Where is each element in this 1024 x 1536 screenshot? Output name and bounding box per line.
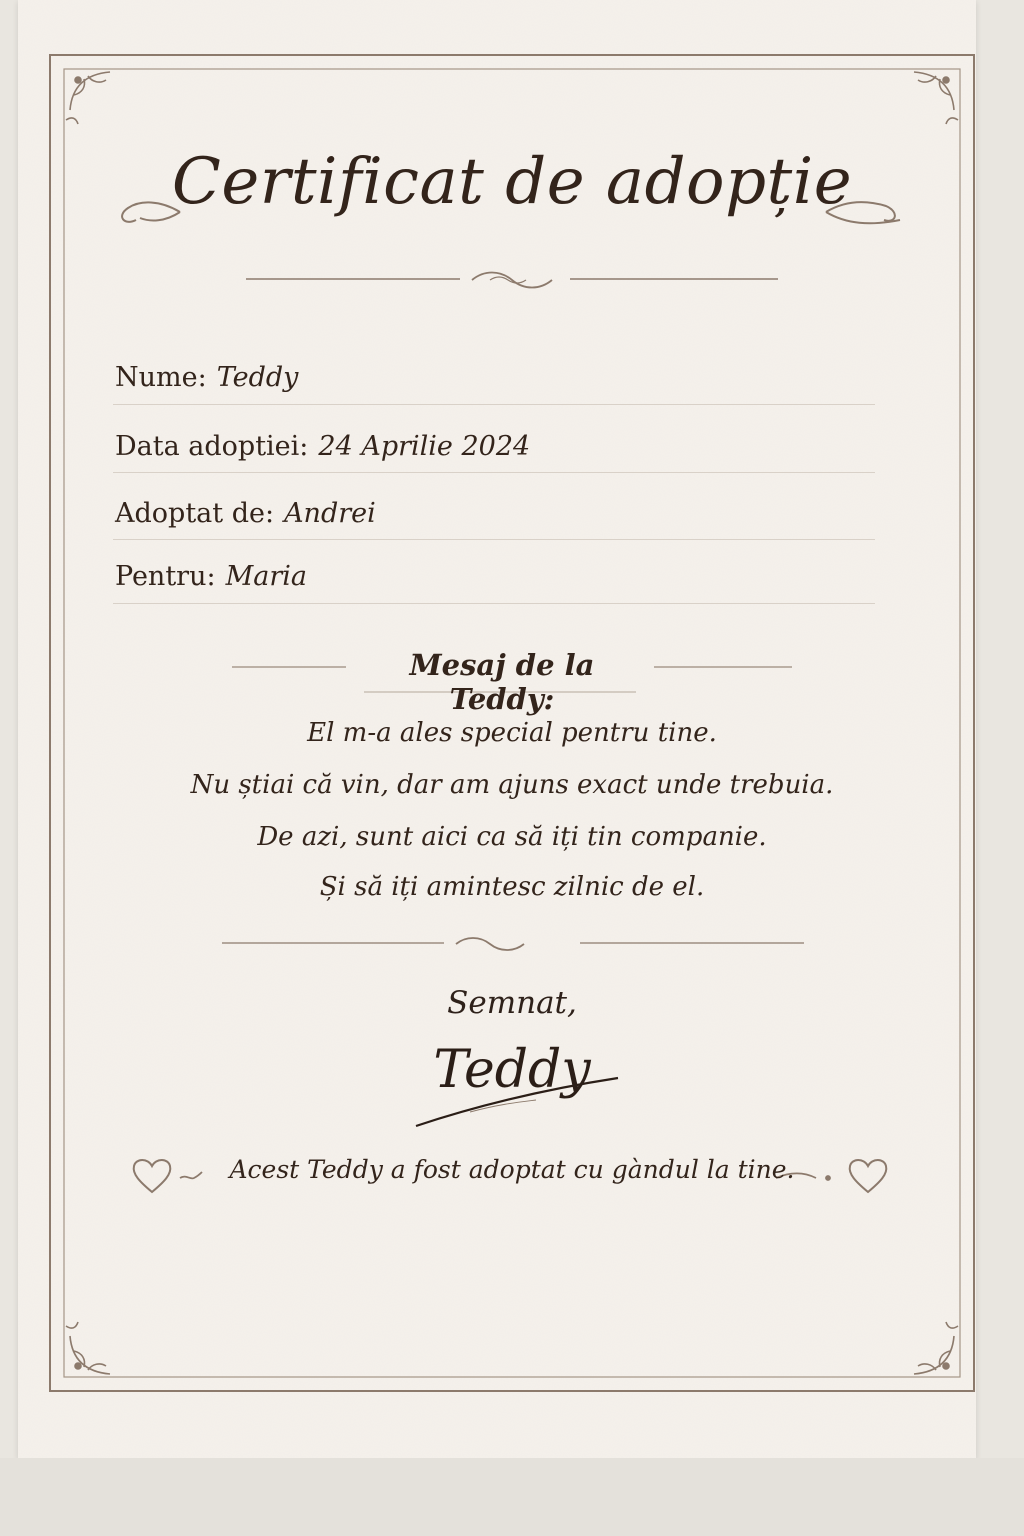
message-line: Nu știai că vin, dar am ajuns exact unde trebuia. xyxy=(190,770,834,800)
message-heading: Mesaj de la Teddy: xyxy=(409,648,595,716)
field-rule xyxy=(113,472,875,473)
field-adoption-date xyxy=(115,427,875,467)
message-line: De azi, sunt aici ca să iți tin companie. xyxy=(257,822,767,852)
message-line: Și să iți amintesc zilnic de el. xyxy=(319,872,705,902)
background-surface xyxy=(0,1458,1024,1536)
field-rule xyxy=(113,404,875,405)
field-name-value: Teddy xyxy=(216,362,299,393)
signature: Teddy xyxy=(433,1040,591,1100)
field-for-label: Pentru: xyxy=(115,561,216,592)
field-name-label: Nume: xyxy=(115,362,207,393)
field-adopted-by-value: Andrei xyxy=(284,498,376,529)
message-line: El m-a ales special pentru tine. xyxy=(307,718,717,748)
field-for-value: Maria xyxy=(225,561,307,592)
field-for xyxy=(115,557,875,597)
field-adoption-date-label: Data adoptiei: xyxy=(115,431,309,462)
certificate-title: Certificat de adopție xyxy=(171,145,853,219)
field-adoption-date-value: 24 Aprilie 2024 xyxy=(318,431,531,462)
field-adopted-by-label: Adoptat de: xyxy=(115,498,275,529)
signed-label: Semnat, xyxy=(447,985,577,1021)
field-adopted-by xyxy=(115,494,875,534)
field-rule xyxy=(113,603,875,604)
field-rule xyxy=(113,539,875,540)
field-name xyxy=(115,358,875,398)
footer-note: Acest Teddy a fost adoptat cu gàndul la tine. xyxy=(229,1155,795,1184)
